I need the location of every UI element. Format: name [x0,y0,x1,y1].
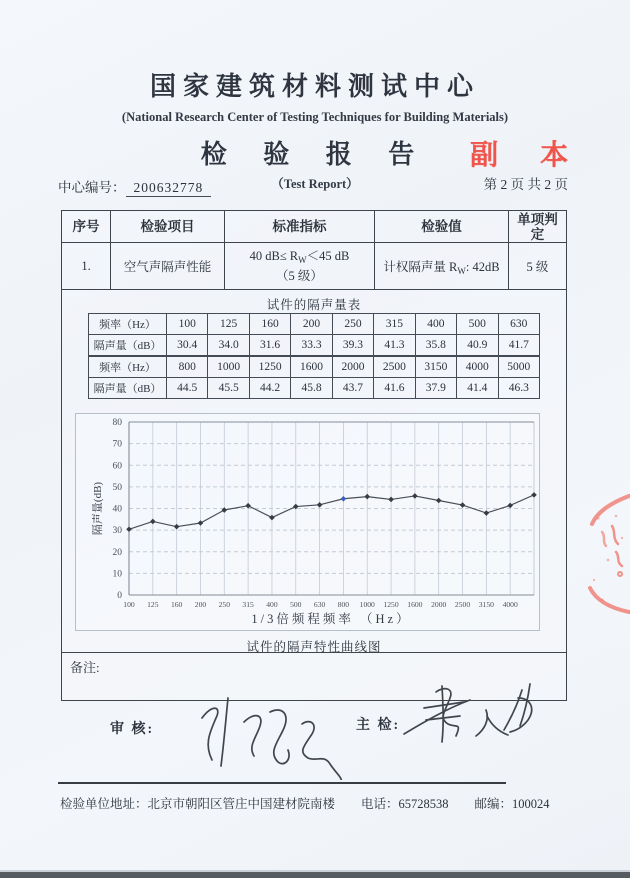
db-row-label: 隔声量（dB） [89,335,167,356]
svg-text:1000: 1000 [359,600,375,609]
svg-text:30: 30 [112,526,122,537]
db-row-cell: 39.3 [332,335,373,356]
freq-row-cell: 315 [374,314,415,335]
freq-row-cell: 1250 [249,357,290,378]
freq-row-label: 频率（Hz） [89,357,167,378]
cell-seq: 1. [62,243,111,289]
freq-row-cell: 1600 [291,357,332,378]
cell-item: 空气声隔声性能 [111,243,225,289]
svg-text:40: 40 [112,504,122,515]
db-row-cell: 41.4 [457,378,498,399]
chart-svg [76,414,539,630]
db-row-cell: 35.8 [415,335,456,356]
db-row-cell: 37.9 [415,378,456,399]
scan-edge-strip [0,870,630,878]
header-item: 检验项目 [111,211,225,242]
cell-judgement: 5 级 [526,260,549,274]
db-row-cell: 41.3 [374,335,415,356]
db-row-cell: 45.8 [291,378,332,399]
svg-text:1250: 1250 [383,600,399,609]
svg-text:125: 125 [147,600,159,609]
insulation-table-low-freq [88,313,540,356]
svg-text:630: 630 [313,600,326,609]
insulation-table-high-freq [88,356,540,399]
footer-address: 检验单位地址：北京市朝阳区管庄中国建材院南楼 [60,797,336,811]
org-name-en: (National Research Center of Testing Techniques for Building Materials) [121,110,509,124]
db-row-cell: 31.6 [249,335,290,356]
svg-text:250: 250 [218,600,230,609]
cell-standard: 40 $dB\le R_W<45$ dB （5 级） [225,243,375,289]
db-row-cell: 43.7 [332,378,373,399]
db-row-cell: 44.5 [167,378,208,399]
db-row-cell: 34.0 [208,335,249,356]
svg-text:200: 200 [194,600,207,609]
svg-text:10: 10 [112,569,122,580]
svg-text:50: 50 [112,482,122,493]
footer-phone: 电话：65728538 [361,797,449,811]
report-title-cn: 检 验 报 告 [200,140,430,169]
freq-row-cell: 400 [415,314,456,335]
results-table-header-row [62,211,566,243]
freq-row-cell: 500 [457,314,498,335]
freq-row-cell: 125 [208,314,249,335]
results-table [61,210,567,701]
svg-text:500: 500 [290,600,302,609]
red-seal-partial [572,452,630,652]
db-row-cell: 46.3 [498,378,540,399]
page-info: 第 2 页 共 2 页 [483,177,568,192]
center-number-label: 中心编号： [58,180,126,195]
insulation-line-chart [75,413,540,631]
chart-caption: 试件的隔声特性曲线图 [246,640,382,654]
freq-row-label: 频率（Hz） [89,314,167,335]
svg-text:2000: 2000 [431,600,447,609]
svg-text:400: 400 [266,600,278,609]
db-row-cell: 41.6 [374,378,415,399]
freq-row-cell: 160 [249,314,290,335]
svg-text:隔声量(dB): 隔声量(dB) [92,481,104,536]
svg-text:70: 70 [112,439,122,450]
svg-text:315: 315 [242,600,254,609]
freq-row-cell: 2000 [332,357,373,378]
db-row-cell: 45.5 [208,378,249,399]
svg-text:1600: 1600 [407,600,423,609]
report-title-en: （Test Report） [271,177,359,191]
freq-row-cell: 4000 [457,357,498,378]
cell-value: 计权隔声量 $R_W$: 42dB [375,243,509,289]
svg-text:80: 80 [112,418,122,428]
svg-text:4000: 4000 [502,600,518,609]
svg-text:0: 0 [117,591,122,601]
freq-row-cell: 630 [498,314,540,335]
svg-text:2500: 2500 [454,600,471,609]
footer-zip: 邮编：100024 [474,797,550,811]
org-name-cn: 国家建筑材料测试中心 [149,72,480,101]
insulation-section [62,290,566,653]
results-table-data-row [62,243,566,290]
db-row-cell: 40.9 [457,335,498,356]
freq-row-cell: 250 [332,314,373,335]
inspector-label: 主 检: [356,718,401,733]
db-row-cell: 41.7 [498,335,540,356]
copy-stamp-text: 副本 [470,140,611,171]
freq-row-cell: 800 [167,357,208,378]
footer-info [60,794,576,812]
svg-text:100: 100 [123,600,135,609]
db-row-cell: 44.2 [249,378,290,399]
header-judgement: 单项判定 [517,211,558,242]
header-seq: 序号 [62,211,111,242]
center-number-value: 200632778 [126,180,212,197]
svg-text:800: 800 [337,600,350,609]
inspector-signature [400,678,540,762]
reviewer-label: 审 核: [110,722,155,737]
freq-row-cell: 3150 [415,357,456,378]
header-value: 检验值 [375,211,509,242]
reviewer-signature [188,688,358,780]
remarks-label: 备注: [70,660,100,675]
svg-text:1/3倍频程频率 （Hz）: 1/3倍频程频率 （Hz） [251,612,412,626]
freq-row-cell: 5000 [498,357,540,378]
freq-row-cell: 1000 [208,357,249,378]
footer-divider [58,782,506,784]
freq-row-cell: 100 [167,314,208,335]
db-row-label: 隔声量（dB） [89,378,167,399]
svg-text:60: 60 [112,461,122,472]
db-row-cell: 30.4 [167,335,208,356]
svg-text:20: 20 [112,547,122,558]
svg-text:160: 160 [170,600,183,609]
freq-row-cell: 2500 [374,357,415,378]
db-row-cell: 33.3 [291,335,332,356]
center-number [58,176,211,196]
insulation-table-caption: 试件的隔声量表 [266,298,362,312]
svg-text:3150: 3150 [478,600,494,609]
header-standard: 标准指标 [225,211,375,242]
freq-row-cell: 200 [291,314,332,335]
